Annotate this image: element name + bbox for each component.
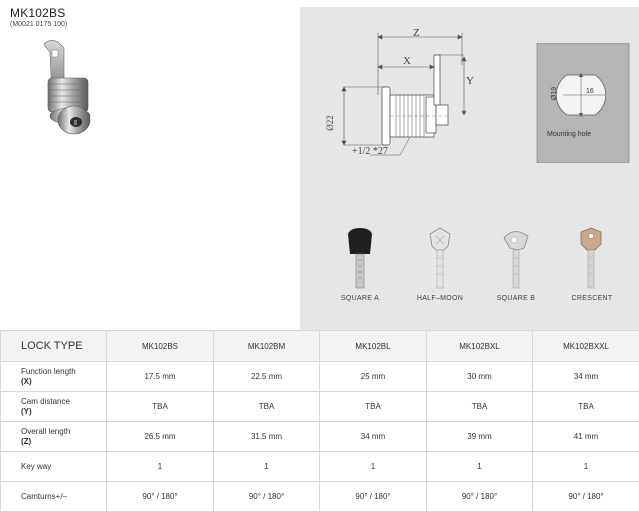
row-label-text: Cam distance — [21, 396, 70, 406]
dimension-y: Y — [466, 75, 474, 87]
mounting-width: 16 — [586, 88, 594, 95]
mounting-hole-drawing — [533, 43, 633, 163]
row-label — [1, 422, 107, 452]
cam-lock-photo — [30, 38, 110, 138]
product-title: MK102BS — [10, 6, 66, 20]
table-row — [1, 482, 639, 512]
table-cell: 90° / 180° — [320, 482, 427, 512]
table-cell: 1 — [427, 452, 533, 482]
table-header-row — [1, 331, 639, 362]
row-label — [1, 452, 107, 482]
key-half-moon-image — [418, 226, 462, 290]
row-label — [1, 392, 107, 422]
key-label-half-moon: HALF–MOON — [416, 295, 464, 302]
table-cell: 1 — [533, 452, 639, 482]
table-cell: 90° / 180° — [214, 482, 320, 512]
table-cell: 26.5 mm — [107, 422, 214, 452]
model-header: MK102BXL — [427, 331, 533, 362]
table-cell: 90° / 180° — [107, 482, 214, 512]
product-code: (M0021 0175 100) — [10, 21, 68, 28]
row-label-text: Key way — [21, 461, 52, 471]
table-cell: 1 — [214, 452, 320, 482]
table-cell: 90° / 180° — [427, 482, 533, 512]
table-cell: 22.5 mm — [214, 362, 320, 392]
key-label-square-b: SQUARE B — [496, 295, 536, 302]
row-label-sub: (Y) — [21, 406, 32, 416]
spec-table — [0, 330, 639, 512]
row-label — [1, 362, 107, 392]
dimension-thread: +1/2 *27 — [352, 146, 388, 157]
row-label-sub: (Z) — [21, 436, 32, 446]
mounting-diameter: Ø19 — [551, 86, 559, 101]
table-cell: 1 — [320, 452, 427, 482]
row-label — [1, 482, 107, 512]
table-cell: TBA — [107, 392, 214, 422]
table-cell: 39 mm — [427, 422, 533, 452]
table-cell: TBA — [320, 392, 427, 422]
dimension-z: Z — [413, 27, 420, 39]
lock-dimension-drawing — [330, 25, 470, 170]
table-row — [1, 452, 639, 482]
table-cell: TBA — [427, 392, 533, 422]
row-label-text: Camturns+/– — [21, 491, 68, 501]
table-cell: 90° / 180° — [533, 482, 639, 512]
mounting-hole-label: Mounting hole — [547, 131, 591, 138]
key-crescent-image — [569, 226, 613, 290]
table-row — [1, 422, 639, 452]
row-label-sub: (X) — [21, 376, 32, 386]
key-label-crescent: CRESCENT — [571, 295, 613, 302]
table-cell: 31.5 mm — [214, 422, 320, 452]
row-label-text: Function length — [21, 366, 76, 376]
model-header: MK102BXXL — [533, 331, 639, 362]
model-header: MK102BL — [320, 331, 427, 362]
table-cell: 17.5 mm — [107, 362, 214, 392]
table-cell: 41 mm — [533, 422, 639, 452]
model-header: MK102BS — [107, 331, 214, 362]
key-square-b-image — [494, 226, 538, 290]
table-cell: 1 — [107, 452, 214, 482]
table-cell: TBA — [214, 392, 320, 422]
table-row — [1, 362, 639, 392]
table-cell: 25 mm — [320, 362, 427, 392]
table-row — [1, 392, 639, 422]
dimension-x: X — [403, 55, 411, 67]
lock-type-header: LOCK TYPE — [1, 331, 107, 362]
model-header: MK102BM — [214, 331, 320, 362]
table-cell: 34 mm — [320, 422, 427, 452]
table-cell: 34 mm — [533, 362, 639, 392]
row-label-text: Overall length — [21, 426, 71, 436]
key-square-a-image — [338, 226, 382, 290]
table-cell: TBA — [533, 392, 639, 422]
table-cell: 30 mm — [427, 362, 533, 392]
key-label-square-a: SQUARE A — [340, 295, 380, 302]
dimension-diameter: Ø22 — [324, 115, 335, 131]
